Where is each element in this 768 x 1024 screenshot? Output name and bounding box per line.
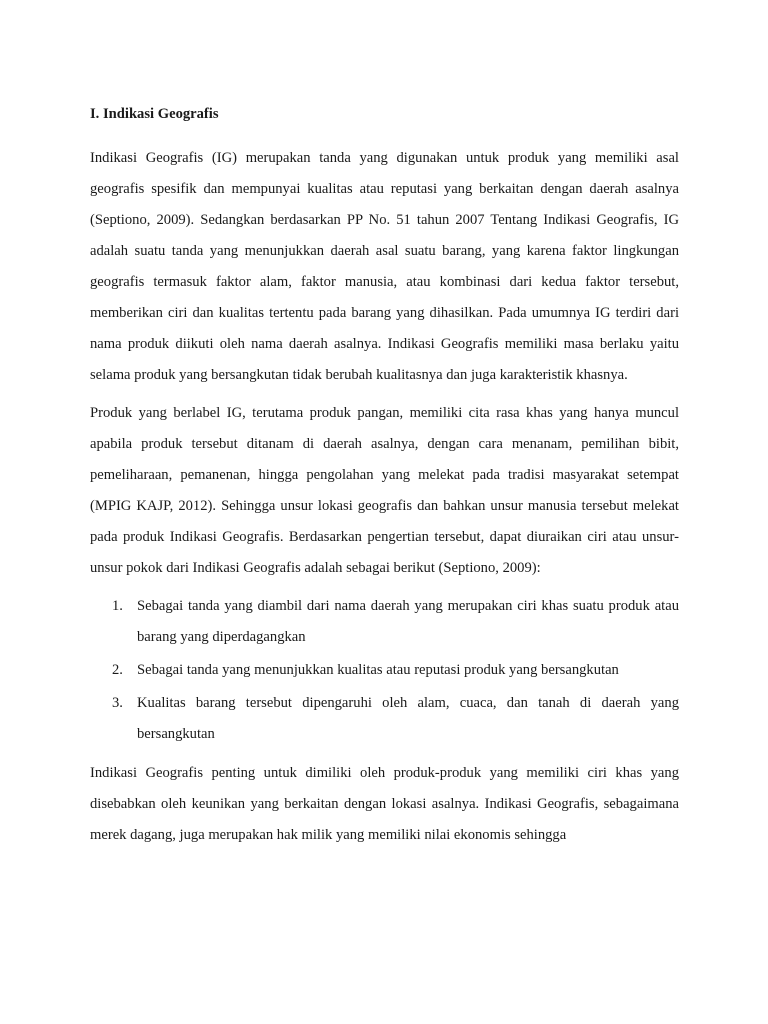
paragraph-definition: Indikasi Geografis (IG) merupakan tanda yang digunakan untuk produk yang memiliki asal geografis spesifik dan mempunyai kualitas atau reputasi yang berkaitan dengan daerah asalnya (Septiono, 2009). Sedangkan berdasarkan PP No. 51 tahun 2007 Tentang Indikasi Geografis, IG adalah suatu tanda yang menunjukkan daerah asal suatu barang, yang karena faktor lingkungan geografis termasuk faktor alam, faktor manusia, atau kombinasi dari kedua faktor tersebut, memberikan ciri dan kualitas tertentu pada barang yang dihasilkan. Pada umumnya IG terdiri dari nama produk diikuti oleh nama daerah asalnya. Indikasi Geografis memiliki masa berlaku yaitu selama produk yang bersangkutan tidak berubah kualitasnya dan juga karakteristik khasnya. [90,150,679,383]
list-item [90,655,679,686]
list-item-text: Sebagai tanda yang menunjukkan kualitas atau reputasi produk yang bersangkutan [137,662,619,678]
list-item [90,688,679,750]
list-item-text: Sebagai tanda yang diambil dari nama daerah yang merupakan ciri khas suatu produk atau barang yang diperdagangkan [137,598,679,645]
document-page [90,99,679,858]
characteristics-list [90,591,679,750]
paragraph-importance: Indikasi Geografis penting untuk dimiliki oleh produk-produk yang memiliki ciri khas yang disebabkan oleh keunikan yang berkaitan dengan lokasi asalnya. Indikasi Geografis, sebagaimana merek dagang, juga merupakan hak milik yang memiliki nilai ekonomis sehingga [90,765,679,843]
section-heading: I. Indikasi Geografis [90,106,219,122]
list-item [90,591,679,653]
list-item-number: 1. [112,598,123,614]
list-item-text: Kualitas barang tersebut dipengaruhi oleh alam, cuaca, dan tanah di daerah yang bersangkutan [137,695,679,742]
list-item-number: 2. [112,662,123,678]
paragraph-product-characteristics: Produk yang berlabel IG, terutama produk pangan, memiliki cita rasa khas yang hanya muncul apabila produk tersebut ditanam di daerah asalnya, dengan cara menanam, pemilihan bibit, pemeliharaan, pemanenan, hingga pengolahan yang melekat pada tradisi masyarakat setempat (MPIG KAJP, 2012). Sehingga unsur lokasi geografis dan bahkan unsur manusia tersebut melekat pada produk Indikasi Geografis. Berdasarkan pengertian tersebut, dapat diuraikan ciri atau unsur-unsur pokok dari Indikasi Geografis adalah sebagai berikut (Septiono, 2009): [90,405,679,576]
list-item-number: 3. [112,695,123,711]
